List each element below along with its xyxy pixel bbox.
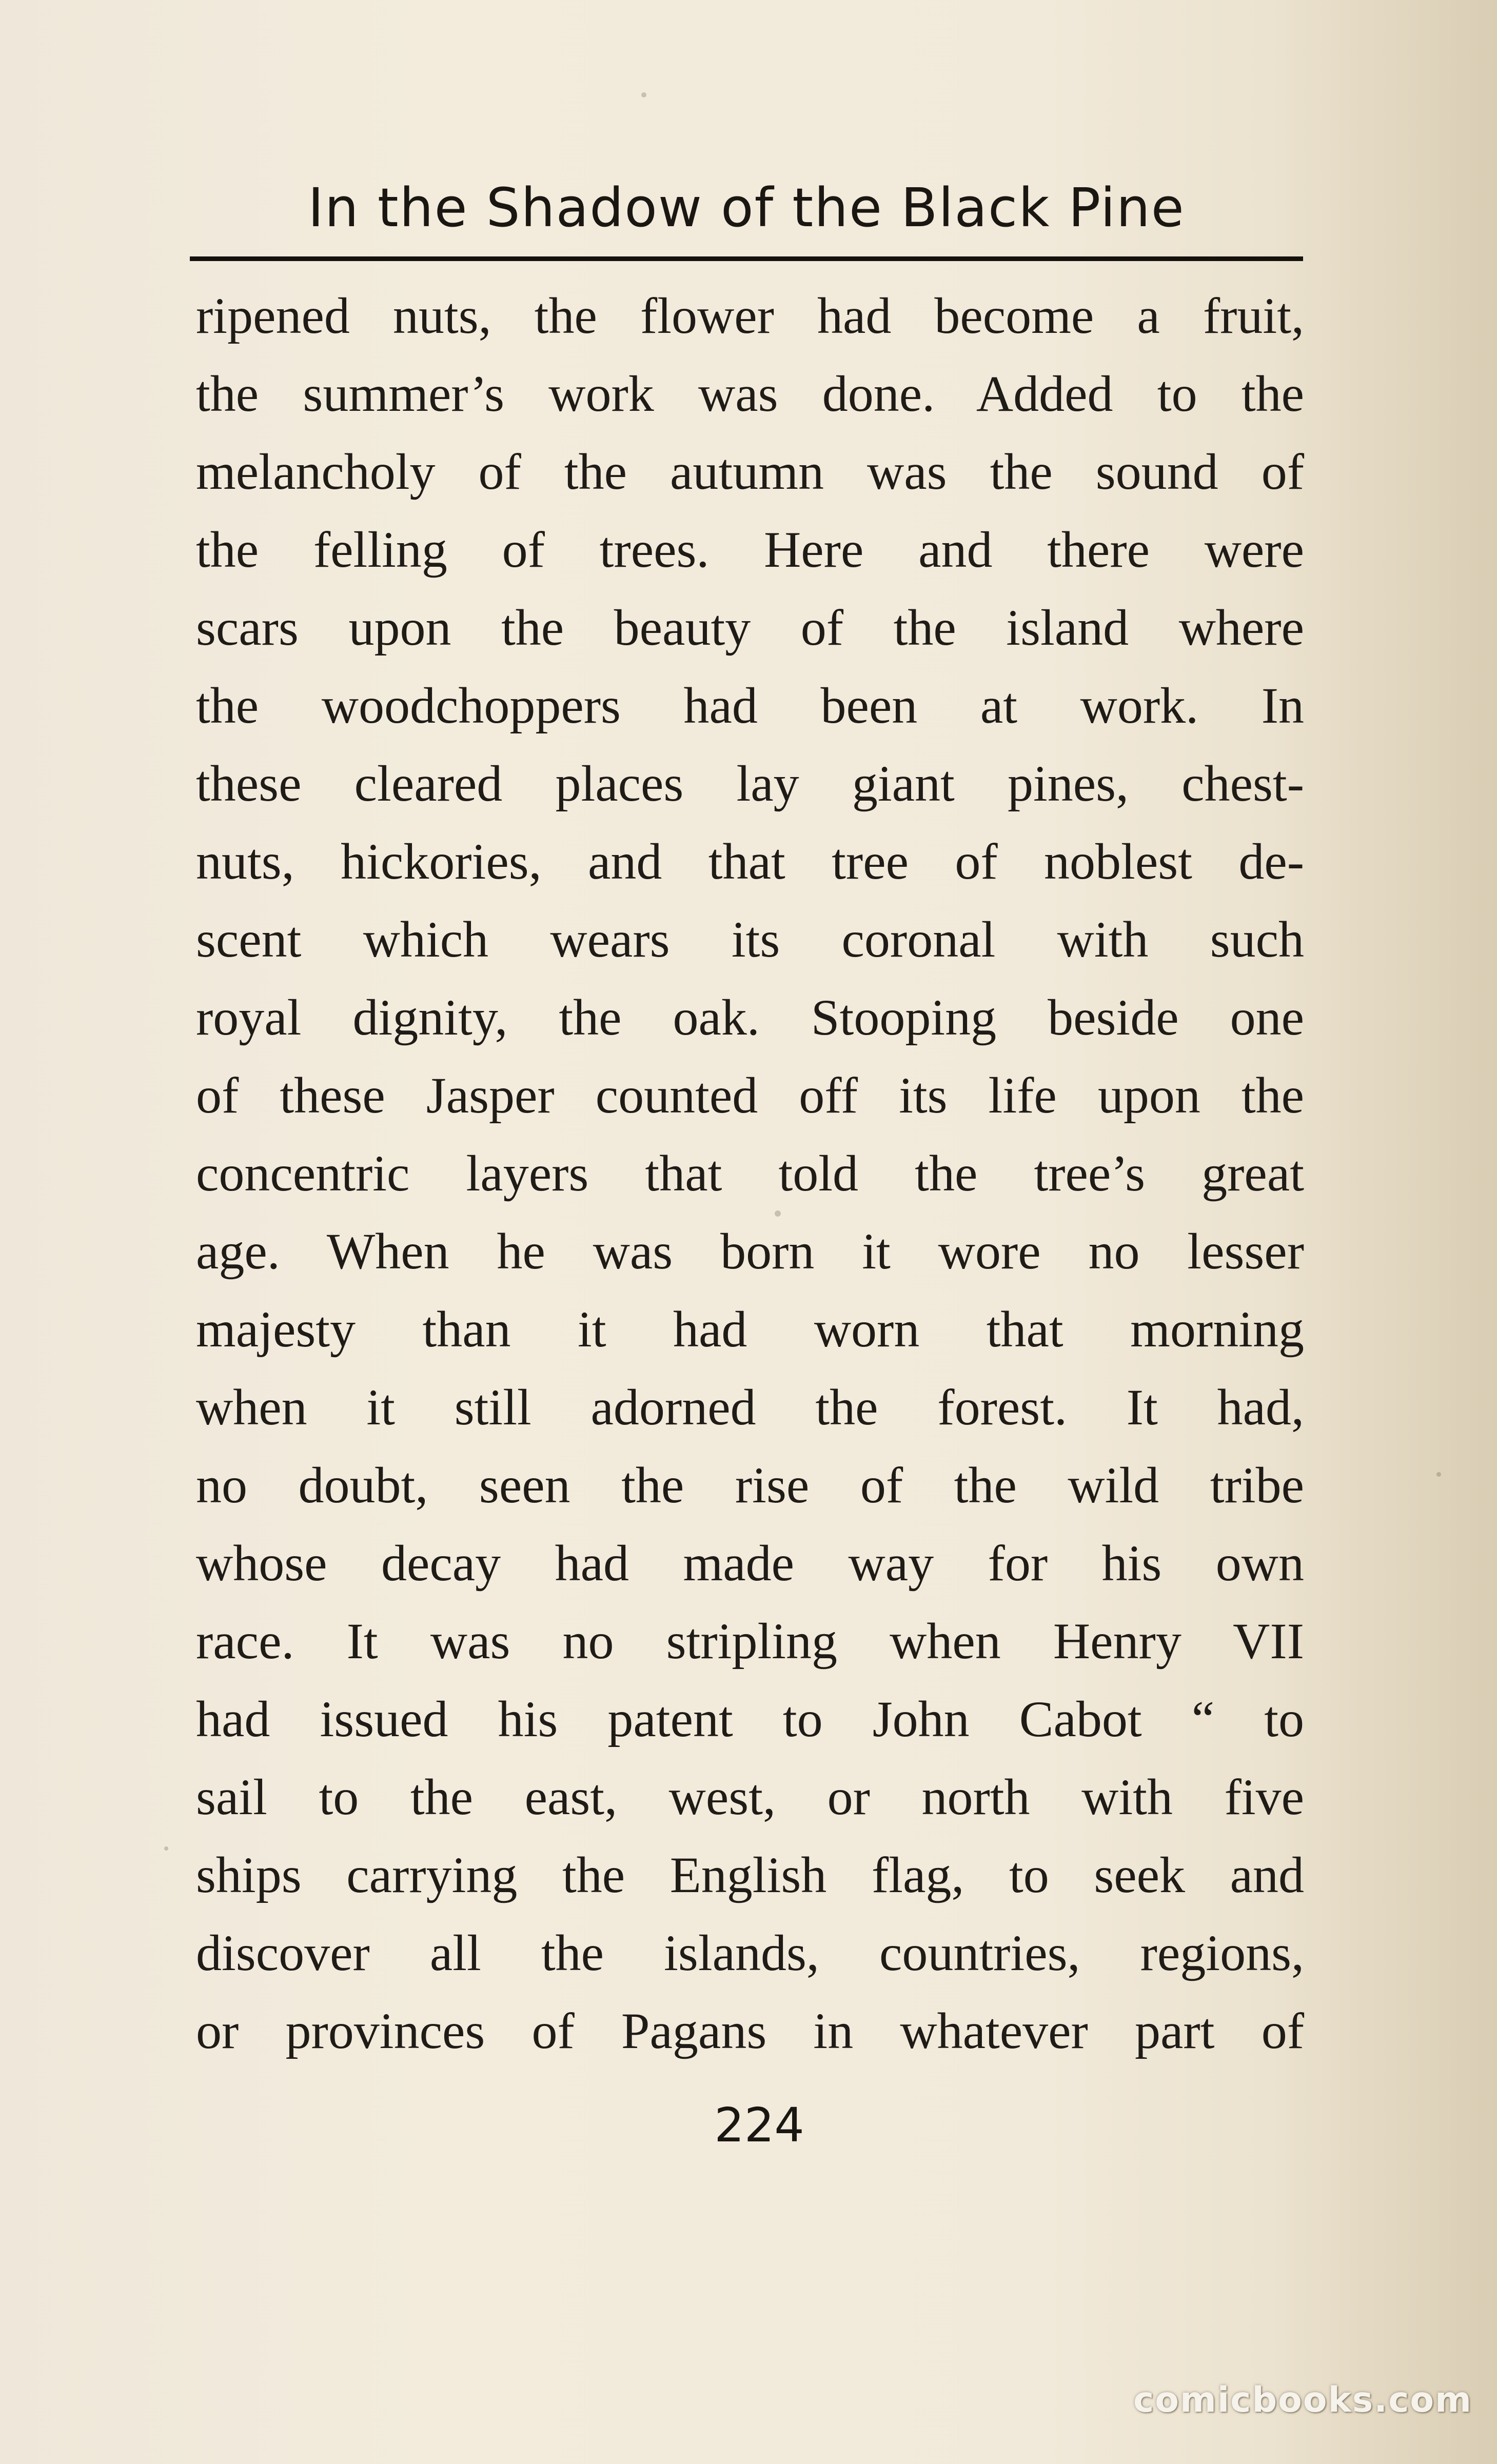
text-line: sail to the east, west, or north with five (196, 1768, 1304, 1825)
paper-speck (164, 1846, 168, 1851)
text-line: melancholy of the autumn was the sound of (196, 443, 1304, 500)
text-line: scent which wears its coronal with such (196, 911, 1304, 968)
text-line: the summer’s work was done. Added to the (196, 365, 1304, 422)
paper-speck (775, 1210, 781, 1217)
text-line: concentric layers that told the tree’s great (196, 1145, 1304, 1202)
page-number: 224 (714, 2098, 804, 2153)
text-line: discover all the islands, countries, regions, (196, 1924, 1304, 1981)
text-line: royal dignity, the oak. Stooping beside one (196, 989, 1304, 1046)
running-head: In the Shadow of the Black Pine (308, 176, 1185, 239)
text-line: the felling of trees. Here and there were (196, 521, 1304, 578)
text-line: when it still adorned the forest. It had, (196, 1379, 1304, 1436)
text-line: or provinces of Pagans in whatever part of (196, 2002, 1304, 2059)
text-line: ripened nuts, the flower had become a fruit, (196, 287, 1304, 344)
text-line: no doubt, seen the rise of the wild tribe (196, 1457, 1304, 1514)
paper-speck (641, 92, 646, 97)
text-line: of these Jasper counted off its life upon the (196, 1067, 1304, 1124)
text-line: whose decay had made way for his own (196, 1535, 1304, 1592)
body-text (196, 277, 1304, 2070)
text-line: these cleared places lay giant pines, chest- (196, 755, 1304, 812)
paper-speck (1436, 1472, 1441, 1477)
text-line: race. It was no stripling when Henry VII (196, 1613, 1304, 1670)
text-line: nuts, hickories, and that tree of noblest de- (196, 833, 1304, 890)
text-line: majesty than it had worn that morning (196, 1301, 1304, 1358)
text-line: ships carrying the English flag, to seek and (196, 1846, 1304, 1903)
text-line: scars upon the beauty of the island where (196, 599, 1304, 656)
watermark: comicbooks.com (1133, 2380, 1472, 2420)
text-line: had issued his patent to John Cabot “ to (196, 1691, 1304, 1747)
text-line: age. When he was born it wore no lesser (196, 1223, 1304, 1280)
text-line: the woodchoppers had been at work. In (196, 677, 1304, 734)
header-rule (190, 256, 1303, 261)
